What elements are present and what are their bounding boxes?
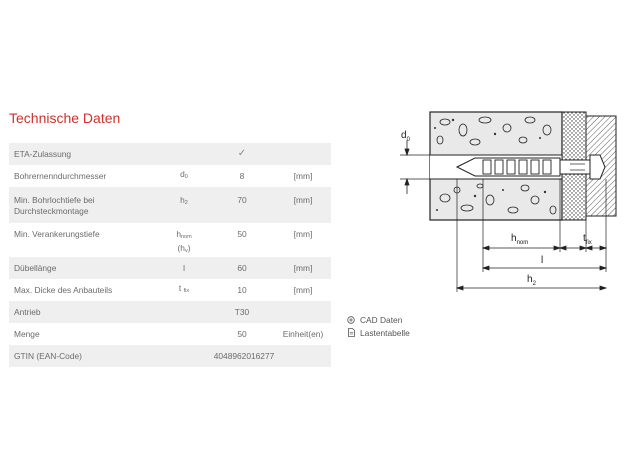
row-value: 50 (237, 328, 247, 339)
row-symbol (169, 283, 199, 297)
row-bohrlochtiefe (9, 187, 331, 223)
row-unit: [mm] (293, 284, 313, 295)
symbol-alt: (h (177, 242, 185, 253)
label-l: l (541, 255, 544, 266)
row-label: Menge (14, 328, 40, 339)
dimension-d0 (400, 140, 430, 194)
row-label: Max. Dicke des Anbauteils (14, 284, 113, 295)
row-eta (9, 143, 331, 165)
label-tfix (583, 233, 592, 246)
label-hnom-sub: nom (516, 240, 529, 246)
row-value: 70 (237, 195, 247, 205)
symbol-sub: fix (183, 288, 190, 295)
lastentabelle-link[interactable] (346, 326, 410, 339)
label-h2-main: h (527, 274, 533, 285)
dimension-l (483, 266, 606, 270)
row-unit: [mm] (293, 229, 313, 239)
label-tfix-sub: fix (585, 240, 592, 246)
row-value: 50 (237, 229, 247, 239)
technical-data-table (9, 143, 331, 367)
cad-link-label: CAD Daten (360, 314, 403, 325)
symbol-main: t (178, 283, 182, 294)
row-value: 60 (237, 262, 247, 273)
row-symbol (169, 195, 199, 209)
row-unit: [mm] (293, 262, 313, 273)
row-unit: [mm] (293, 170, 313, 181)
row-symbol: l (183, 262, 185, 273)
symbol-sub: 0 (184, 174, 188, 181)
row-antrieb (9, 301, 331, 323)
symbol-alt-end: ) (187, 242, 191, 253)
check-icon: ✓ (237, 147, 247, 159)
plus-circle-icon (346, 316, 356, 324)
row-menge (9, 323, 331, 345)
label-hnom-main: h (511, 233, 517, 244)
label-h2-sub: 2 (532, 281, 536, 287)
document-icon (346, 328, 356, 337)
row-label: Dübellänge (14, 262, 57, 273)
row-verankerungstiefe (9, 223, 331, 257)
row-value: 10 (237, 284, 247, 295)
dimension-hnom-tfix (483, 246, 606, 250)
symbol-main: h (180, 195, 185, 205)
row-gtin (9, 345, 331, 367)
symbol-sub: 2 (184, 200, 188, 206)
dimension-h2 (457, 286, 606, 290)
row-value: 8 (239, 170, 245, 181)
row-label: GTIN (EAN-Code) (14, 350, 82, 361)
row-duebellaenge (9, 257, 331, 279)
symbol-sub: nom (180, 234, 192, 240)
row-unit: Einheit(en) (282, 328, 324, 339)
row-unit: [mm] (293, 195, 313, 205)
row-label: Min. Bohrlochtiefe bei Durchsteckmontage (14, 195, 95, 216)
symbol-main: h (176, 229, 181, 239)
label-tfix-main: t (583, 233, 586, 244)
symbol-main: d (180, 169, 185, 180)
label-d0-main: d (401, 130, 407, 141)
label-hnom (511, 233, 528, 246)
section-title: Technische Daten (9, 110, 121, 126)
label-d0-sub: 0 (406, 137, 410, 143)
label-d0 (401, 130, 411, 143)
row-label: Bohrernenndurchmesser (14, 170, 107, 181)
row-label: ETA-Zulassung (14, 148, 72, 159)
dowel-diagram (395, 100, 620, 300)
label-h2 (527, 274, 537, 287)
row-symbol (169, 169, 199, 183)
row-label: Min. Verankerungstiefe (14, 229, 100, 239)
row-label: Antrieb (14, 306, 41, 317)
row-anbauteil (9, 279, 331, 301)
lastentabelle-link-label: Lastentabelle (360, 327, 410, 338)
row-symbol (169, 229, 199, 256)
row-value: 4048962016277 (213, 350, 275, 361)
cad-link[interactable] (346, 313, 410, 326)
row-bohrernenndurchmesser (9, 165, 331, 187)
download-links (346, 313, 410, 339)
row-value: T30 (234, 306, 250, 317)
symbol-alt-sub: v (184, 247, 188, 254)
